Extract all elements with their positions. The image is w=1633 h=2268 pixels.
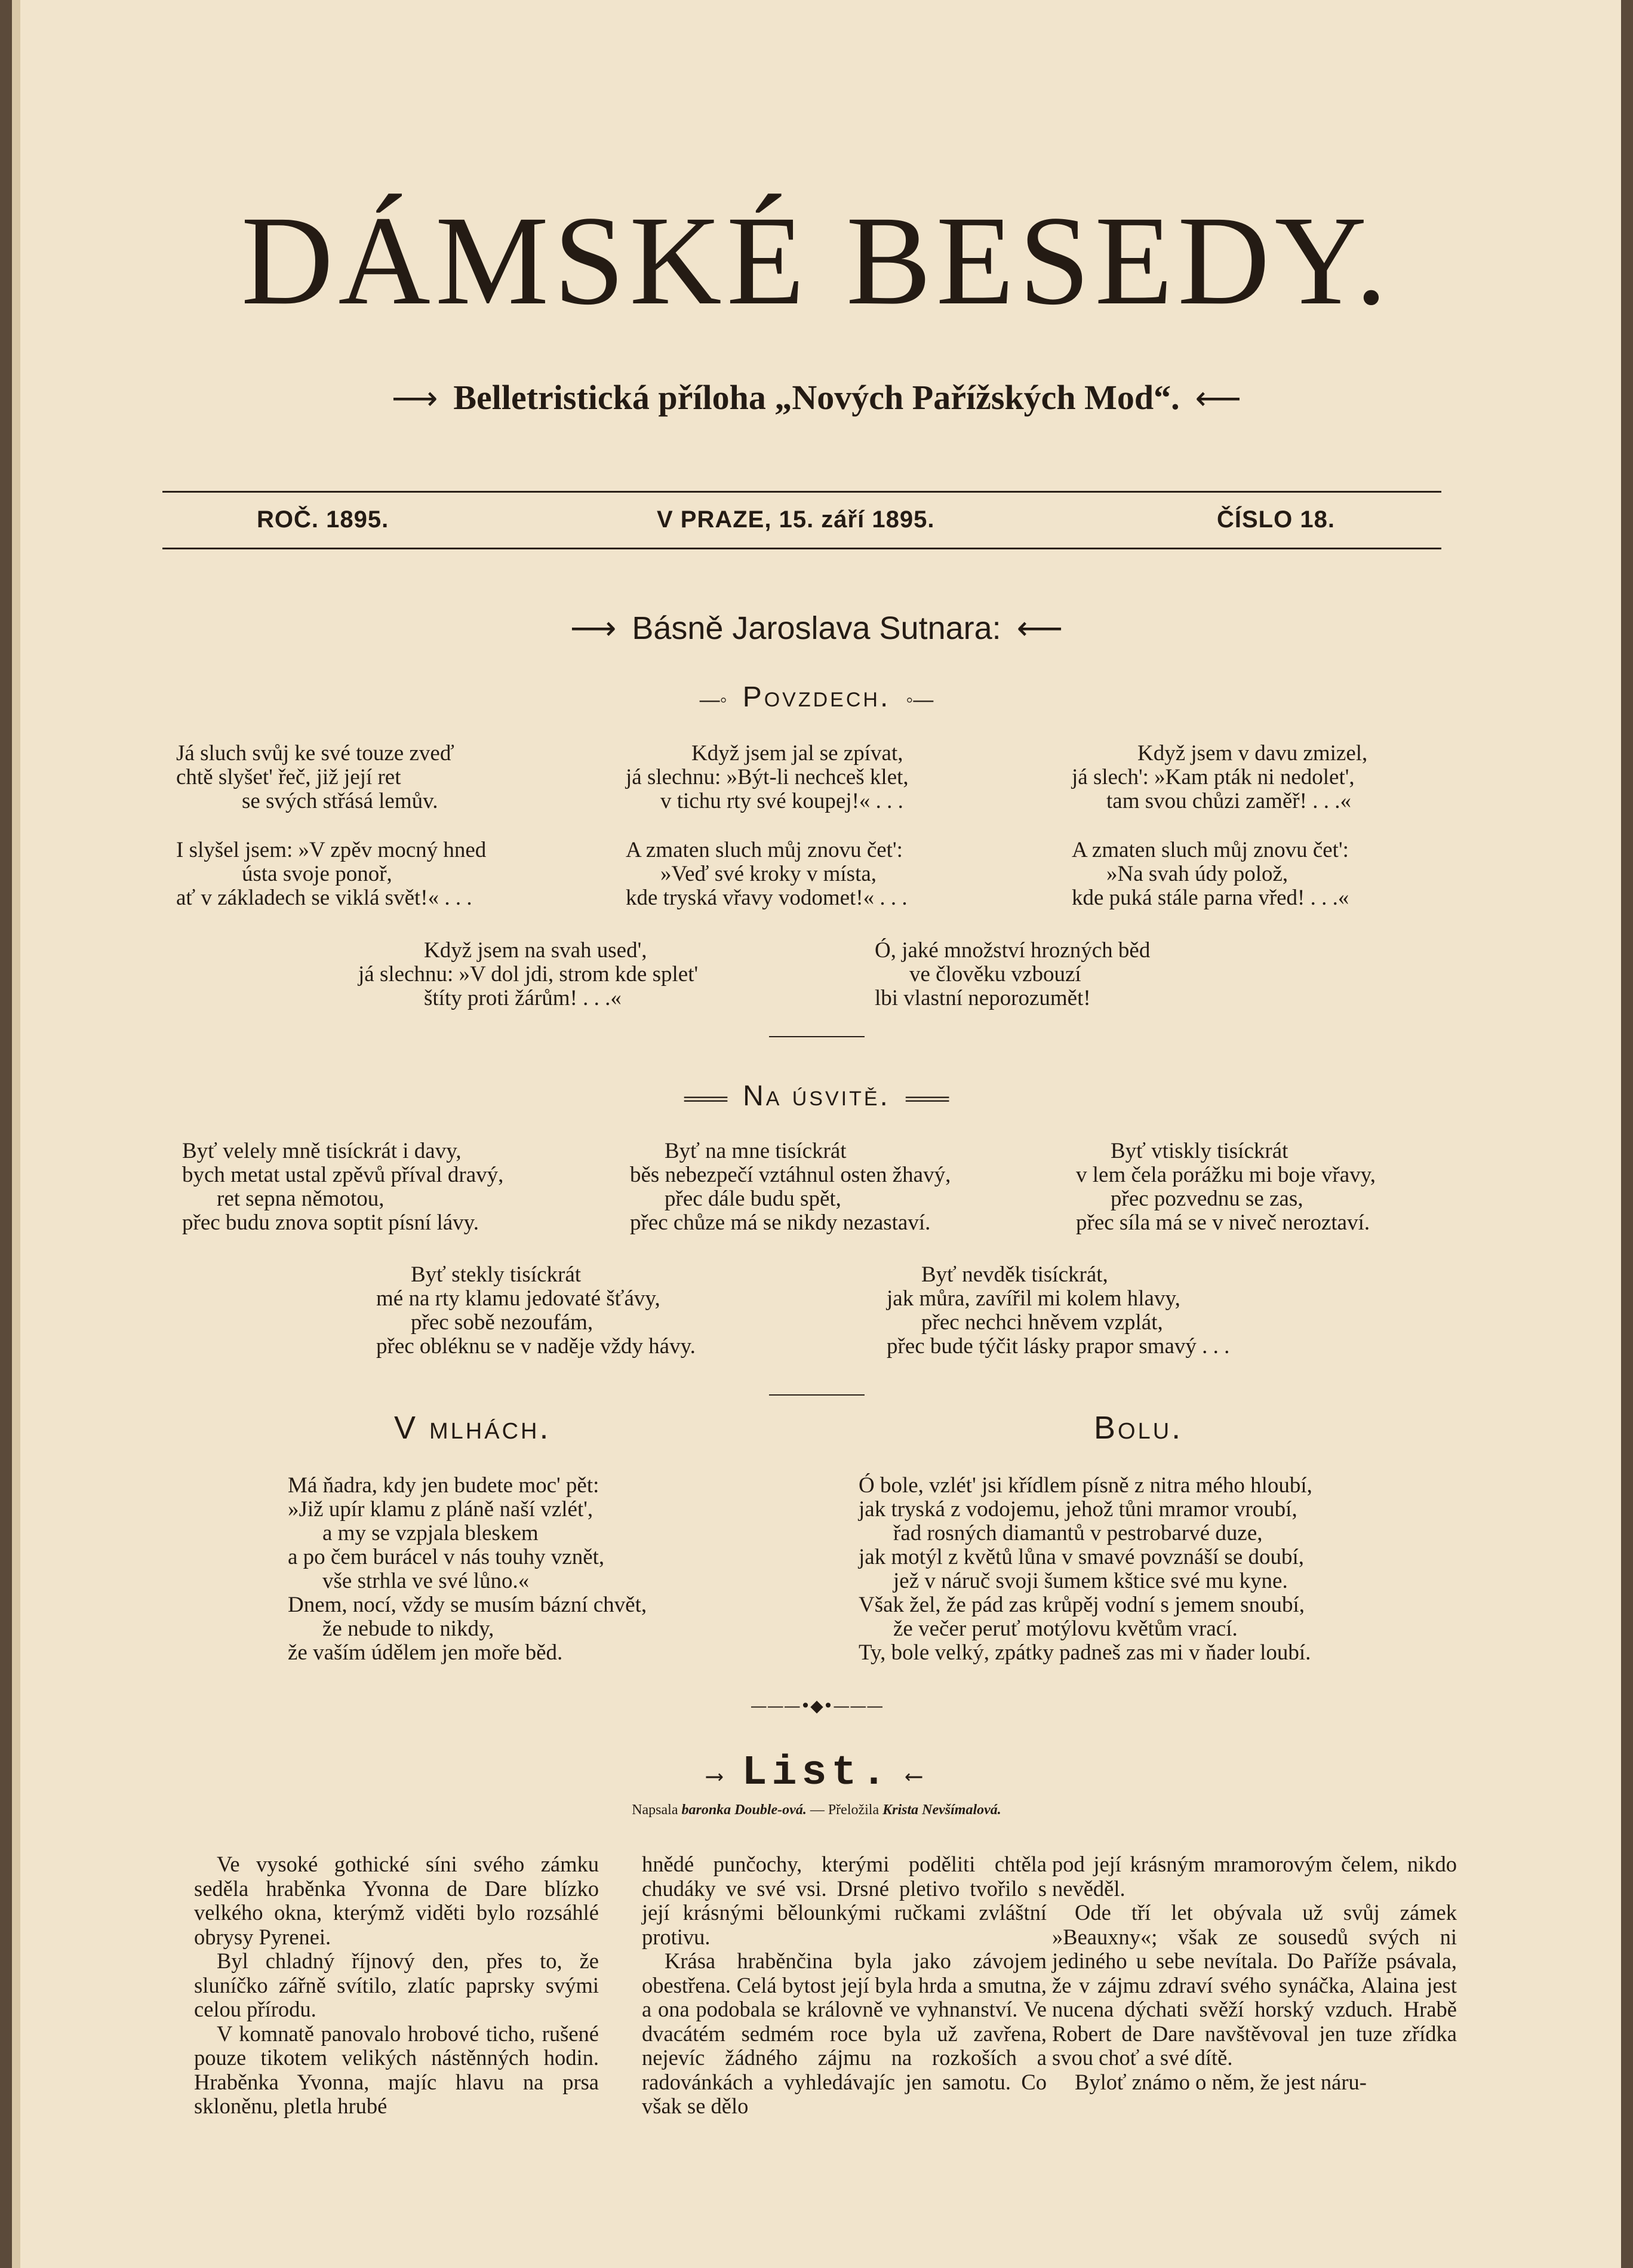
paragraph: Ve vysoké gothické síni svého zámku seděla hraběnka Yvonna de Dare blízko velkého okna, kterýmž viděti bylo rozsáhlé obrysy Pyrenei. <box>194 1852 599 1949</box>
masthead-subtitle <box>12 377 1621 417</box>
poem-line: přec sobě nezoufám, <box>411 1310 593 1335</box>
right-flourish-icon: ⟵ <box>906 1765 926 1791</box>
poem-line: Však žel, že pád zas krůpěj vodní s jemem snoubí, <box>859 1593 1305 1617</box>
povzdech-stanza-5 <box>626 838 908 910</box>
issue-number: ČÍSLO 18. <box>1217 506 1335 533</box>
right-ornament-icon: ◦— <box>906 689 934 711</box>
paragraph: Byl chladný říjnový den, přes to, že sluníčko zářně svítilo, zlatíc paprsky svými celou přírodu. <box>194 1949 599 2021</box>
poem-line: bych metat ustal zpěvů příval dravý, <box>182 1163 504 1187</box>
povzdech-stanza-2 <box>626 742 909 813</box>
poem-line: ať v základech se viklá svět!« . . . <box>176 886 472 910</box>
article-column-3 <box>1052 1852 1457 2094</box>
article-column-2 <box>642 1852 1047 2119</box>
article-heading <box>12 1750 1621 1797</box>
poem-line: v tichu rty své koupej!« . . . <box>660 789 903 813</box>
poem-line: ve člověku vzbouzí <box>909 962 1081 987</box>
poem-line: běs nebezpečí vztáhnul osten žhavý, <box>630 1163 951 1187</box>
na-usvite-stanza-1 <box>182 1139 503 1235</box>
poem-title-text: Povzdech. <box>742 681 891 713</box>
poem-line: kde tryská vřavy vodomet!« . . . <box>626 886 908 910</box>
section-divider <box>769 1036 865 1037</box>
poem-line: Dnem, nocí, vždy se musím bázní chvět, <box>288 1593 647 1617</box>
poem-title-bolu: Bolu. <box>1094 1410 1183 1446</box>
article-title: List. <box>742 1750 891 1797</box>
article-column-1 <box>194 1852 599 2119</box>
section-heading <box>12 609 1621 647</box>
poem-line: »Na svah údy polož, <box>1106 862 1288 886</box>
poem-line: mé na rty klamu jedovaté šťávy, <box>376 1286 660 1311</box>
poem-line: A zmaten sluch můj znovu čet': <box>626 838 903 862</box>
translator-prefix: — Přeložila <box>810 1802 879 1818</box>
poem-line: A zmaten sluch můj znovu čet': <box>1072 838 1349 862</box>
translator-name: Krista Nevšímalová. <box>882 1802 1001 1818</box>
poem-line: I slyšel jsem: »V zpěv mocný hned <box>176 838 487 862</box>
povzdech-stanza-8 <box>875 939 1150 1010</box>
left-flourish-icon: ⟶ <box>707 1765 727 1791</box>
poem-line: Byť na mne tisíckrát <box>665 1139 847 1163</box>
poem-line: Byť stekly tisíckrát <box>411 1262 582 1287</box>
ornamental-divider-icon: ———•◆•——— <box>750 1696 884 1716</box>
article-byline <box>12 1802 1621 1818</box>
poem-line: jak motýl z květů lůna v smavé povznáší se doubí, <box>859 1545 1305 1569</box>
poem-line: že vaším údělem jen moře běd. <box>288 1640 563 1665</box>
poem-line: »Již upír klamu z pláně naší vzlét', <box>288 1497 593 1522</box>
poem-line: Ó, jaké množství hrozných běd <box>875 938 1151 963</box>
poem-line: že večer peruť motýlovu květům vrací. <box>893 1617 1238 1641</box>
poem-line: přec budu znova soptit písní lávy. <box>182 1210 479 1235</box>
poem-line: a my se vzpjala bleskem <box>322 1521 539 1545</box>
poem-line: že nebude to nikdy, <box>322 1617 494 1641</box>
issue-year: ROČ. 1895. <box>257 506 389 533</box>
poem-line: Když jsem jal se zpívat, <box>691 741 903 766</box>
poem-line: přec bude týčit lásky prapor smavý . . . <box>887 1334 1230 1359</box>
poem-line: ústa svoje ponoř, <box>242 862 392 886</box>
section-title: Básně Jaroslava Sutnara: <box>632 610 1001 646</box>
poem-line: lbi vlastní neporozumět! <box>875 986 1091 1010</box>
bolu-poem <box>859 1474 1312 1665</box>
paragraph: V komnatě panovalo hrobové ticho, rušené pouze tikotem velikých nástěnných hodin. Hraběnka Yvonna, majíc hlavu na prsa skloněnu, pletla hrubé <box>194 2021 599 2118</box>
poem-line: Když jsem na svah used', <box>424 938 647 963</box>
poem-line: přec chůze má se nikdy nezastaví. <box>630 1210 931 1235</box>
poem-line: Má ňadra, kdy jen budete moc' pět: <box>288 1473 599 1498</box>
poem-line: ret sepna němotou, <box>217 1187 385 1211</box>
poem-line: já slechnu: »Být-li nechceš klet, <box>626 765 909 789</box>
poem-line: Byť nevděk tisíckrát, <box>921 1262 1108 1287</box>
poem-title-povzdech <box>12 681 1621 714</box>
povzdech-stanza-3 <box>1072 742 1367 813</box>
poem-line: tam svou chůzi zaměř! . . .« <box>1106 789 1351 813</box>
povzdech-stanza-7 <box>358 939 698 1010</box>
poem-line: »Veď své kroky v místa, <box>660 862 877 886</box>
poem-line: chtě slyšet' řeč, již její ret <box>176 765 401 789</box>
poem-line: Byť vtiskly tisíckrát <box>1111 1139 1288 1163</box>
byline-prefix: Napsala <box>632 1802 678 1818</box>
poem-line: Ty, bole velký, zpátky padneš zas mi v ňader loubí. <box>859 1640 1311 1665</box>
poem-line: štíty proti žárům! . . .« <box>424 986 622 1010</box>
poem-title-text: Na úsvitě. <box>743 1080 890 1112</box>
paragraph: pod její krásným mramorovým čelem, nikdo nevěděl. <box>1052 1852 1457 1901</box>
poem-title-na-usvite <box>12 1080 1621 1113</box>
v-mlhach-poem <box>288 1474 647 1665</box>
subtitle-text: Belletristická příloha „Nových Pařížských Mod“. <box>453 378 1180 417</box>
poem-line: jak tryská z vodojemu, jehož tůni mramor vroubí, <box>859 1497 1297 1522</box>
left-flourish-icon: ⟶ <box>391 380 438 416</box>
paragraph: hnědé punčochy, kterými poděliti chtěla chudáky ve své vsi. Drsné pletivo tvořilo s její krásnými bělounkými ručkami zvláštní protivu. <box>642 1852 1047 1949</box>
poem-line: Byť velely mně tisíckrát i davy, <box>182 1139 462 1163</box>
povzdech-stanza-1 <box>176 742 454 813</box>
author-name: baronka Double-ová. <box>681 1802 807 1818</box>
poem-line: já slechnu: »V dol jdi, strom kde splet' <box>358 962 699 987</box>
poem-line: přec obléknu se v naděje vždy hávy. <box>376 1334 696 1359</box>
right-flourish-icon: ⟵ <box>1016 610 1063 646</box>
poem-line: v lem čela porážku mi boje vřavy, <box>1076 1163 1376 1187</box>
na-usvite-stanza-2 <box>630 1139 951 1235</box>
header-bottom-rule <box>162 548 1441 549</box>
poem-line: já slech': »Kam pták ni nedolet', <box>1072 765 1355 789</box>
poem-line: řad rosných diamantů v pestrobarvé duze, <box>893 1521 1263 1545</box>
masthead-title: DÁMSKÉ BESEDY. <box>241 190 1392 331</box>
left-flourish-icon: ⟶ <box>570 610 617 646</box>
poem-line: přec pozvednu se zas, <box>1111 1187 1303 1211</box>
poem-line: přec dále budu spět, <box>665 1187 841 1211</box>
na-usvite-stanza-5 <box>887 1263 1229 1359</box>
povzdech-stanza-6 <box>1072 838 1349 910</box>
header-top-rule <box>162 491 1441 493</box>
poem-title-v-mlhach: V mlhách. <box>394 1410 551 1446</box>
left-ornament-icon: ═══ <box>684 1087 728 1110</box>
poem-line: vše strhla ve své lůno.« <box>322 1569 530 1593</box>
issue-date: V PRAZE, 15. září 1895. <box>657 506 935 533</box>
poem-line: Ó bole, vzlét' jsi křídlem písně z nitra mého hloubí, <box>859 1473 1312 1498</box>
newspaper-page <box>12 0 1621 2268</box>
paragraph: Byloť známo o něm, že jest náru- <box>1075 2069 1367 2094</box>
poem-line: jak můra, zavířil mi kolem hlavy, <box>887 1286 1180 1311</box>
poem-line: Když jsem v davu zmizel, <box>1137 741 1368 766</box>
right-flourish-icon: ⟵ <box>1195 380 1242 416</box>
poem-line: Já sluch svůj ke své touze zveď <box>176 741 454 766</box>
poem-line: kde puká stále parna vřed! . . .« <box>1072 886 1349 910</box>
na-usvite-stanza-3 <box>1076 1139 1376 1235</box>
section-divider <box>769 1394 865 1396</box>
na-usvite-stanza-4 <box>376 1263 696 1359</box>
povzdech-stanza-4 <box>176 838 486 910</box>
poem-line: a po čem burácel v nás touhy vznět, <box>288 1545 605 1569</box>
right-ornament-icon: ═══ <box>905 1087 949 1110</box>
paragraph: Ode tří let obývala už svůj zámek »Beauxny«; však ze sousedů svých ni jediného u sebe nevítala. Do Paříže psávala, že v zájmu zdraví svého synáčka, Alaina jest nucena dýchati svěží horský vzduch. Hrabě Robert de Dare navštěvoval jen tuze zřídka svou choť a své dítě. <box>1052 1900 1457 2070</box>
poem-line: jež v náruč svoji šumem kštice své mu kyne. <box>893 1569 1288 1593</box>
poem-line: přec síla má se v niveč neroztaví. <box>1076 1210 1370 1235</box>
poem-line: přec nechci hněvem vzplát, <box>921 1310 1163 1335</box>
poem-line: se svých střásá lemův. <box>242 789 438 813</box>
left-ornament-icon: —◦ <box>699 689 727 711</box>
paragraph: Krása hraběnčina byla jako závojem obestřena. Celá bytost její byla hrda a smutna, a ona podobala se královně ve vyhnanství. Ve dvacátém sedmém roce byla už zavřena, nejevíc žádného zájmu na rozkoších a radovánkách a vyhledávajíc jen samotu. Co však se dělo <box>642 1949 1047 2118</box>
